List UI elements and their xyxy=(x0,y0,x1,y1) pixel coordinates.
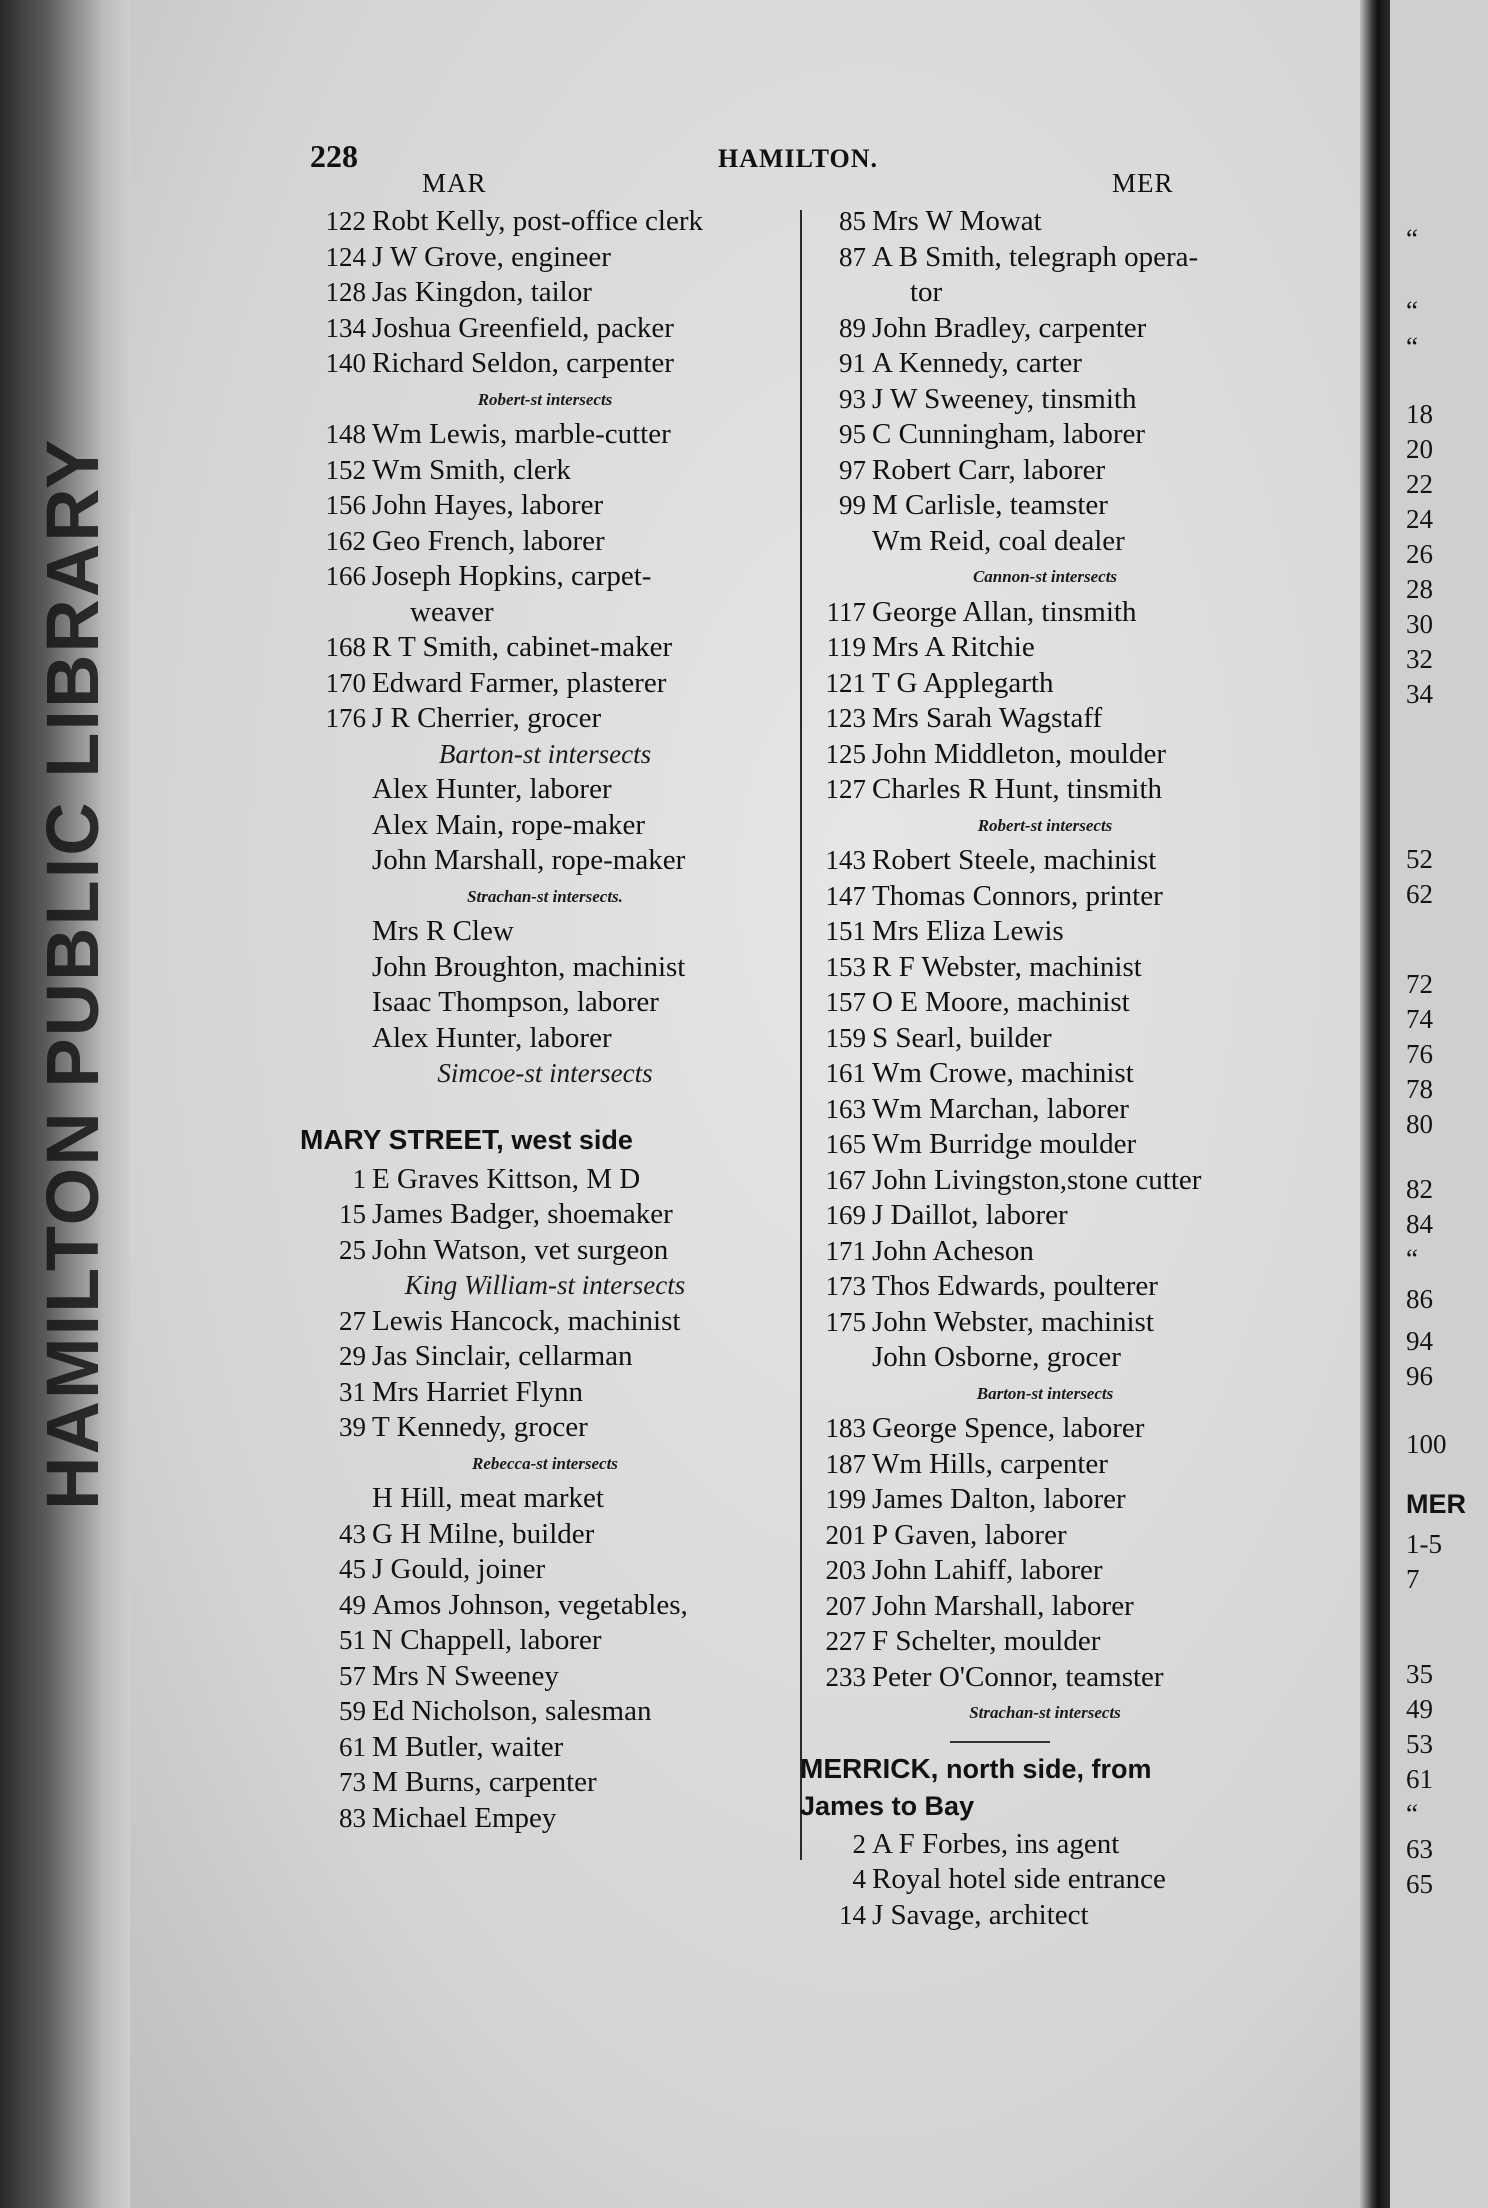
house-number: 203 xyxy=(825,1555,866,1585)
resident-name: J Savage, architect xyxy=(872,1898,1089,1931)
house-number: 1 xyxy=(352,1163,366,1194)
directory-entry xyxy=(800,701,1290,737)
directory-entry xyxy=(300,1339,790,1375)
facing-page-fragment: “ xyxy=(1406,1799,1418,1829)
resident-name: J Daillot, laborer xyxy=(872,1199,1068,1231)
directory-entry xyxy=(800,666,1290,702)
directory-entry xyxy=(300,1694,790,1730)
directory-entry xyxy=(300,488,790,524)
directory-entry xyxy=(300,1588,790,1624)
running-head: HAMILTON. xyxy=(718,144,878,173)
directory-entry xyxy=(300,417,790,453)
house-number: 73 xyxy=(339,1767,366,1797)
resident-name: Thos Edwards, poulterer xyxy=(872,1270,1158,1302)
house-number: 119 xyxy=(826,632,866,662)
directory-entry xyxy=(300,843,790,879)
house-number: 156 xyxy=(325,490,366,520)
facing-page-fragment: 62 xyxy=(1406,879,1433,909)
resident-name: R T Smith, cabinet-maker xyxy=(372,631,673,663)
directory-entry xyxy=(800,1898,1290,1934)
house-number: 128 xyxy=(325,277,366,307)
street-side: north side, from xyxy=(938,1753,1152,1784)
directory-entry xyxy=(800,488,1290,524)
facing-page-fragment: 61 xyxy=(1406,1764,1433,1794)
directory-entry xyxy=(800,382,1290,418)
house-number: 162 xyxy=(325,525,366,556)
continuation-text: tor xyxy=(910,276,943,308)
directory-entry xyxy=(800,914,1290,950)
catchword-right: MER xyxy=(1112,168,1174,198)
directory-entry xyxy=(300,275,790,311)
directory-entry xyxy=(300,1765,790,1801)
directory-entry xyxy=(300,1730,790,1766)
house-number: 183 xyxy=(825,1413,866,1443)
house-number: 201 xyxy=(825,1519,866,1550)
directory-entry xyxy=(800,1163,1290,1199)
facing-page-fragment: “ xyxy=(1406,332,1418,362)
house-number: 227 xyxy=(825,1626,866,1656)
house-number: 91 xyxy=(839,348,866,378)
resident-name: J Gould, joiner xyxy=(372,1553,546,1585)
resident-name: Mrs R Clew xyxy=(372,915,514,947)
facing-page-fragment: “ xyxy=(1406,224,1418,254)
directory-entry xyxy=(300,1517,790,1553)
resident-name: Robert Carr, laborer xyxy=(872,453,1106,486)
resident-name: Wm Reid, coal dealer xyxy=(872,524,1125,557)
directory-entry xyxy=(800,1305,1290,1341)
directory-entry xyxy=(300,666,790,702)
directory-entry xyxy=(300,346,790,382)
directory-entry xyxy=(300,808,790,844)
house-number: 168 xyxy=(325,632,366,662)
house-number: 25 xyxy=(339,1234,366,1265)
directory-entry xyxy=(800,1518,1290,1554)
house-number: 175 xyxy=(825,1306,866,1337)
resident-name: John Osborne, grocer xyxy=(872,1341,1121,1373)
resident-name: Robt Kelly, post-office clerk xyxy=(372,205,703,237)
catchword-left: MAR xyxy=(422,168,487,198)
resident-name: John Lahiff, laborer xyxy=(872,1554,1103,1586)
cross-street-note: Rebecca-st intersects xyxy=(472,1453,618,1473)
resident-name: N Chappell, laborer xyxy=(372,1624,602,1656)
street-side: west side xyxy=(503,1124,633,1155)
facing-page-fragment: 18 xyxy=(1406,399,1433,429)
facing-page-fragment: 80 xyxy=(1406,1109,1433,1139)
resident-name: John Acheson xyxy=(872,1234,1034,1267)
facing-page-fragment: 30 xyxy=(1406,609,1433,639)
house-number: 173 xyxy=(825,1271,866,1301)
facing-page-fragment: 1-5 xyxy=(1406,1529,1442,1559)
resident-name: Jas Kingdon, tailor xyxy=(372,276,592,308)
resident-name: John Webster, machinist xyxy=(872,1305,1154,1338)
cross-street-note: Strachan-st intersects xyxy=(969,1703,1121,1722)
resident-name: Wm Lewis, marble-cutter xyxy=(372,418,671,450)
house-number: 49 xyxy=(339,1589,366,1620)
resident-name: John Livingston,stone cutter xyxy=(872,1163,1202,1196)
house-number: 97 xyxy=(839,454,866,485)
house-number: 140 xyxy=(325,348,366,378)
resident-name: George Allan, tinsmith xyxy=(872,595,1137,628)
house-number: 45 xyxy=(339,1554,366,1584)
house-number: 122 xyxy=(325,206,366,236)
facing-page-fragment: 35 xyxy=(1406,1659,1433,1689)
house-number: 99 xyxy=(839,490,866,520)
directory-entry xyxy=(800,1447,1290,1483)
library-stamp xyxy=(30,1430,115,1510)
resident-name: Alex Main, rope-maker xyxy=(372,808,645,841)
house-number: 207 xyxy=(825,1590,866,1621)
right-column xyxy=(800,204,1290,1933)
directory-entry xyxy=(300,240,790,276)
resident-name: G H Milne, builder xyxy=(372,1517,595,1550)
house-number: 39 xyxy=(339,1412,366,1442)
directory-entry xyxy=(300,1623,790,1659)
resident-name: Mrs N Sweeney xyxy=(372,1659,559,1692)
resident-name: Thomas Connors, printer xyxy=(872,879,1163,912)
resident-name: John Marshall, rope-maker xyxy=(372,844,686,876)
directory-entry xyxy=(800,204,1290,240)
directory-entry xyxy=(800,879,1290,915)
directory-entry xyxy=(300,1410,790,1446)
resident-name: Joshua Greenfield, packer xyxy=(372,311,674,344)
resident-name: James Dalton, laborer xyxy=(872,1483,1126,1515)
street-name: MERRICK, xyxy=(800,1752,939,1784)
facing-page-fragment: 49 xyxy=(1406,1694,1433,1724)
facing-page-fragment: 22 xyxy=(1406,469,1433,499)
resident-name: John Marshall, laborer xyxy=(872,1589,1134,1622)
resident-name: Mrs A Ritchie xyxy=(872,631,1035,663)
facing-page-fragment: 94 xyxy=(1406,1326,1433,1356)
house-number: 151 xyxy=(825,916,866,946)
resident-name: Ed Nicholson, salesman xyxy=(372,1695,652,1727)
house-number: 169 xyxy=(825,1200,866,1230)
house-number: 147 xyxy=(825,880,866,911)
house-number: 199 xyxy=(825,1484,866,1514)
house-number: 165 xyxy=(825,1129,866,1159)
directory-entry xyxy=(300,985,790,1021)
directory-entry xyxy=(800,1056,1290,1092)
facing-page-fragment: 20 xyxy=(1406,434,1433,464)
resident-name: Wm Marchan, laborer xyxy=(872,1092,1129,1125)
house-number: 125 xyxy=(825,738,866,769)
resident-name: Alex Hunter, laborer xyxy=(372,1021,612,1054)
directory-entry xyxy=(800,1234,1290,1270)
directory-entry xyxy=(800,1589,1290,1625)
directory-entry xyxy=(800,1021,1290,1057)
book-gutter xyxy=(1360,0,1390,2208)
resident-name: John Broughton, machinist xyxy=(372,950,686,983)
house-number: 157 xyxy=(825,987,866,1017)
facing-page-fragment: 100 xyxy=(1406,1429,1447,1459)
house-number: 161 xyxy=(825,1058,866,1088)
directory-entry xyxy=(800,737,1290,773)
directory-entry xyxy=(300,311,790,347)
cross-street-note: King William-st intersects xyxy=(404,1270,686,1300)
directory-entry xyxy=(800,1411,1290,1447)
directory-entry xyxy=(300,1304,790,1340)
resident-name: John Watson, vet surgeon xyxy=(372,1233,669,1266)
house-number: 43 xyxy=(339,1518,366,1549)
facing-page-fragment: 32 xyxy=(1406,644,1433,674)
house-number: 153 xyxy=(825,951,866,982)
directory-entry xyxy=(800,950,1290,986)
house-number: 163 xyxy=(825,1093,866,1124)
resident-name: Robert Steele, machinist xyxy=(872,844,1157,876)
resident-name: A B Smith, telegraph opera- xyxy=(872,240,1199,273)
directory-entry xyxy=(800,524,1290,560)
facing-page-fragment: 74 xyxy=(1406,1004,1433,1034)
house-number: 134 xyxy=(325,312,366,343)
house-number: 57 xyxy=(339,1660,366,1691)
facing-page-fragment: 72 xyxy=(1406,969,1433,999)
directory-entry xyxy=(800,1553,1290,1589)
facing-page-fragment: 28 xyxy=(1406,574,1433,604)
continuation-text: weaver xyxy=(410,595,494,628)
directory-entry xyxy=(800,1624,1290,1660)
cross-street-note: Strachan-st intersects. xyxy=(467,886,623,906)
house-number: 61 xyxy=(339,1731,366,1762)
house-number: 89 xyxy=(839,312,866,343)
directory-entry xyxy=(800,1827,1290,1863)
resident-name: Jas Sinclair, cellarman xyxy=(372,1340,633,1372)
facing-page-fragment: 65 xyxy=(1406,1869,1433,1899)
house-number: 127 xyxy=(825,774,866,804)
directory-entry xyxy=(800,1862,1290,1898)
resident-name: Joseph Hopkins, carpet- xyxy=(372,560,652,592)
resident-name: J R Cherrier, grocer xyxy=(372,702,602,734)
street-heading xyxy=(300,1118,790,1162)
directory-entry xyxy=(300,1233,790,1269)
directory-entry xyxy=(300,950,790,986)
directory-entry xyxy=(800,1269,1290,1305)
resident-name: Alex Hunter, laborer xyxy=(372,773,612,805)
directory-entry xyxy=(800,843,1290,879)
house-number: 187 xyxy=(825,1448,866,1479)
resident-name: H Hill, meat market xyxy=(372,1482,604,1514)
resident-name: Geo French, laborer xyxy=(372,524,605,557)
resident-name: S Searl, builder xyxy=(872,1021,1052,1054)
facing-page-fragment: 82 xyxy=(1406,1174,1433,1204)
facing-page-edge xyxy=(1390,0,1488,2208)
house-number: 59 xyxy=(339,1696,366,1726)
directory-entry xyxy=(300,914,790,950)
left-column xyxy=(300,204,790,1836)
resident-name: Mrs W Mowat xyxy=(872,205,1042,237)
resident-name: James Badger, shoemaker xyxy=(372,1198,673,1230)
directory-entry xyxy=(800,1660,1290,1696)
directory-entry xyxy=(800,1340,1290,1376)
resident-name: O E Moore, machinist xyxy=(872,986,1130,1018)
house-number: 95 xyxy=(839,419,866,449)
resident-name: Wm Crowe, machinist xyxy=(872,1057,1134,1089)
house-number: 85 xyxy=(839,206,866,236)
directory-entry xyxy=(300,1021,790,1057)
house-number: 4 xyxy=(852,1864,866,1894)
house-number: 159 xyxy=(825,1022,866,1053)
directory-entry xyxy=(800,772,1290,808)
resident-name: Lewis Hancock, machinist xyxy=(372,1304,681,1337)
resident-name: Royal hotel side entrance xyxy=(872,1863,1166,1895)
resident-name: F Schelter, moulder xyxy=(872,1625,1101,1657)
directory-entry xyxy=(300,1481,790,1517)
entry-continuation xyxy=(800,275,1290,311)
facing-page-fragment: “ xyxy=(1406,1244,1418,1274)
house-number: 29 xyxy=(339,1341,366,1371)
facing-page-fragment: 96 xyxy=(1406,1361,1433,1391)
house-number: 123 xyxy=(825,703,866,733)
directory-entry xyxy=(300,204,790,240)
resident-name: M Burns, carpenter xyxy=(372,1766,597,1798)
cross-street-note: Simcoe-st intersects xyxy=(437,1058,653,1088)
house-number: 15 xyxy=(339,1199,366,1229)
section-gap xyxy=(300,1092,790,1118)
street-heading xyxy=(800,1747,1290,1791)
directory-entry xyxy=(800,985,1290,1021)
resident-name: Michael Empey xyxy=(372,1801,557,1834)
house-number: 27 xyxy=(339,1305,366,1336)
facing-page-fragment: 24 xyxy=(1406,504,1433,534)
resident-name: J W Sweeney, tinsmith xyxy=(872,382,1137,415)
resident-name: M Carlisle, teamster xyxy=(872,489,1108,521)
resident-name: A F Forbes, ins agent xyxy=(872,1827,1120,1860)
resident-name: John Middleton, moulder xyxy=(872,737,1167,770)
facing-page-fragment: 78 xyxy=(1406,1074,1433,1104)
house-number: 14 xyxy=(839,1899,866,1930)
facing-page-fragment: “ xyxy=(1406,296,1418,326)
resident-name: E Graves Kittson, M D xyxy=(372,1162,641,1195)
directory-entry xyxy=(300,630,790,666)
facing-page-fragment: MER xyxy=(1406,1489,1466,1519)
cross-street-note: Robert-st intersects xyxy=(977,815,1113,835)
facing-page-fragment: 84 xyxy=(1406,1209,1433,1239)
directory-entry xyxy=(800,311,1290,347)
directory-entry xyxy=(800,1092,1290,1128)
resident-name: Mrs Sarah Wagstaff xyxy=(872,702,1103,734)
cross-street-note: Cannon-st intersects xyxy=(972,567,1118,586)
cross-street-note: Barton-st intersects xyxy=(438,738,652,769)
resident-name: Amos Johnson, vegetables, xyxy=(372,1588,688,1621)
house-number: 121 xyxy=(825,667,866,698)
page-number: 228 xyxy=(310,138,358,174)
facing-page-fragment: 76 xyxy=(1406,1039,1433,1069)
directory-entry xyxy=(800,1127,1290,1163)
facing-page-fragment: 26 xyxy=(1406,539,1433,569)
house-number: 148 xyxy=(325,419,366,449)
street-heading-continuation: James to Bay xyxy=(800,1790,975,1821)
resident-name: Edward Farmer, plasterer xyxy=(372,666,667,699)
directory-entry xyxy=(300,1552,790,1588)
house-number: 87 xyxy=(839,241,866,272)
house-number: 176 xyxy=(325,703,366,733)
directory-entry xyxy=(300,559,790,595)
resident-name: John Hayes, laborer xyxy=(372,489,604,521)
house-number: 93 xyxy=(839,383,866,414)
resident-name: P Gaven, laborer xyxy=(872,1518,1067,1551)
directory-entry xyxy=(300,772,790,808)
directory-entry xyxy=(300,1197,790,1233)
house-number: 152 xyxy=(325,454,366,485)
resident-name: Wm Smith, clerk xyxy=(372,453,571,486)
resident-name: Wm Burridge moulder xyxy=(872,1128,1137,1160)
street-name: MARY STREET, xyxy=(300,1123,504,1155)
resident-name: J W Grove, engineer xyxy=(372,240,611,273)
house-number: 233 xyxy=(825,1661,866,1692)
resident-name: Wm Hills, carpenter xyxy=(872,1447,1108,1480)
facing-page-fragment: 52 xyxy=(1406,844,1433,874)
resident-name: Charles R Hunt, tinsmith xyxy=(872,773,1162,805)
resident-name: John Bradley, carpenter xyxy=(872,311,1147,344)
entry-continuation xyxy=(300,595,790,631)
resident-name: Richard Seldon, carpenter xyxy=(372,347,674,379)
resident-name: M Butler, waiter xyxy=(372,1730,564,1763)
directory-entry xyxy=(800,630,1290,666)
resident-name: Peter O'Connor, teamster xyxy=(872,1660,1164,1693)
resident-name: Mrs Harriet Flynn xyxy=(372,1375,584,1408)
resident-name: R F Webster, machinist xyxy=(872,950,1142,983)
facing-page-fragment: 53 xyxy=(1406,1729,1433,1759)
facing-page-fragment: 34 xyxy=(1406,679,1433,709)
directory-entry xyxy=(300,1162,790,1198)
resident-name: A Kennedy, carter xyxy=(872,347,1082,379)
resident-name: T Kennedy, grocer xyxy=(372,1411,588,1443)
house-number: 124 xyxy=(325,241,366,272)
facing-page-fragment: 86 xyxy=(1406,1284,1433,1314)
resident-name: Mrs Eliza Lewis xyxy=(872,915,1064,947)
house-number: 31 xyxy=(339,1376,366,1407)
house-number: 170 xyxy=(325,667,366,698)
facing-page-fragment: 7 xyxy=(1406,1564,1420,1594)
directory-entry xyxy=(300,524,790,560)
house-number: 83 xyxy=(339,1802,366,1833)
directory-entry xyxy=(800,1198,1290,1234)
resident-name: T G Applegarth xyxy=(872,666,1054,699)
directory-entry xyxy=(800,453,1290,489)
resident-name: George Spence, laborer xyxy=(872,1412,1145,1444)
directory-entry xyxy=(300,1801,790,1837)
directory-entry xyxy=(300,453,790,489)
house-number: 167 xyxy=(825,1164,866,1195)
directory-entry xyxy=(300,1659,790,1695)
resident-name: Isaac Thompson, laborer xyxy=(372,986,659,1018)
house-number: 171 xyxy=(825,1235,866,1266)
directory-entry xyxy=(800,1482,1290,1518)
house-number: 166 xyxy=(325,561,366,591)
resident-name: C Cunningham, laborer xyxy=(872,418,1146,450)
directory-entry xyxy=(800,417,1290,453)
directory-entry xyxy=(300,701,790,737)
facing-page-fragment: 63 xyxy=(1406,1834,1433,1864)
house-number: 51 xyxy=(339,1625,366,1655)
house-number: 2 xyxy=(852,1828,866,1859)
cross-street-note: Barton-st intersects xyxy=(976,1383,1114,1403)
directory-entry xyxy=(800,346,1290,382)
house-number: 143 xyxy=(825,845,866,875)
directory-entry xyxy=(800,595,1290,631)
house-number: 117 xyxy=(826,596,866,627)
section-rule xyxy=(950,1741,1050,1743)
cross-street-note: Robert-st intersects xyxy=(477,389,613,409)
directory-entry xyxy=(800,240,1290,276)
directory-entry xyxy=(300,1375,790,1411)
